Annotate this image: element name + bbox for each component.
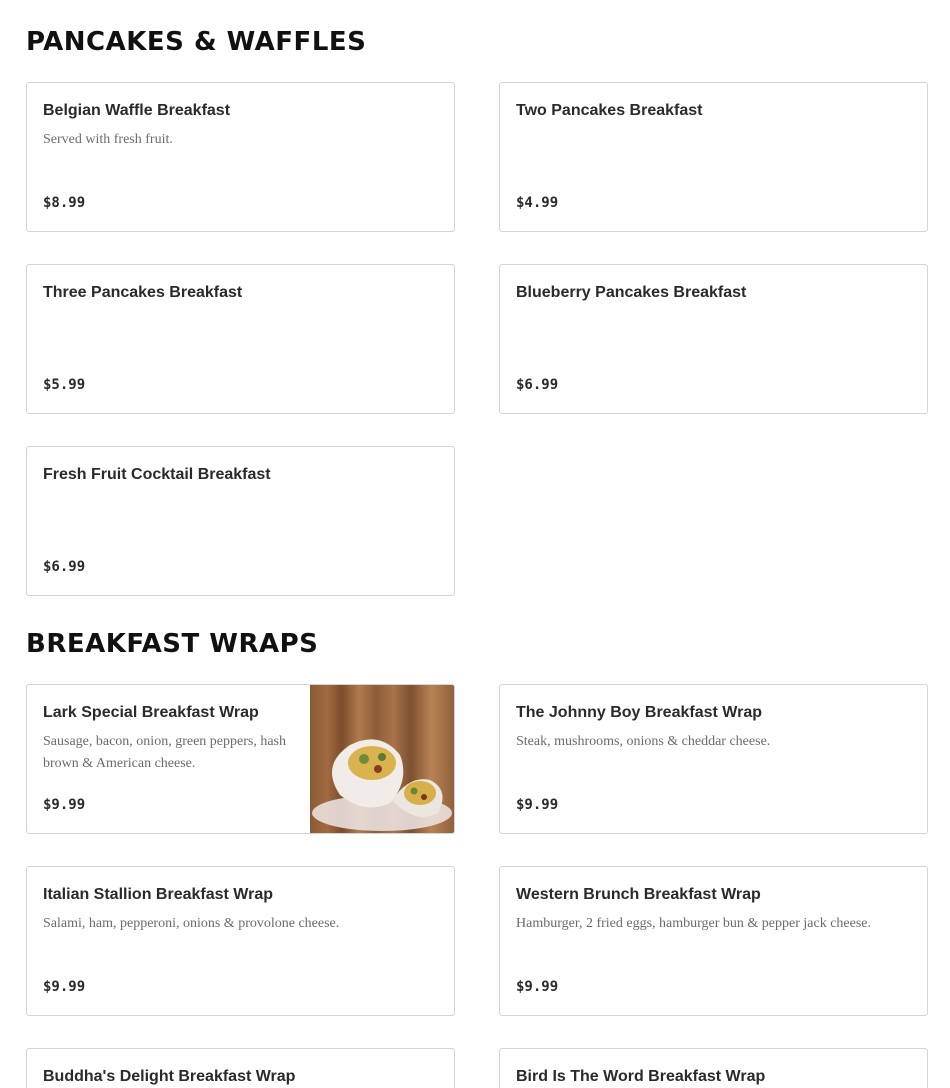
menu-item-card[interactable] [499, 1048, 928, 1088]
menu-item-card[interactable] [26, 684, 455, 834]
menu-item-name: The Johnny Boy Breakfast Wrap [516, 704, 762, 721]
menu-item-description: Salami, ham, pepperoni, onions & provolone cheese. [43, 916, 340, 931]
menu-item-description: Hamburger, 2 fried eggs, hamburger bun & pepper jack cheese. [516, 916, 872, 931]
menu-item-description: Steak, mushrooms, onions & cheddar cheese. [516, 734, 771, 749]
menu-item-card[interactable] [499, 264, 928, 414]
menu-item-card[interactable] [26, 264, 455, 414]
menu-item-card[interactable] [499, 82, 928, 232]
menu-item-name: Fresh Fruit Cocktail Breakfast [43, 466, 271, 483]
menu-item-price: $9.99 [43, 797, 86, 813]
menu-item-price: $9.99 [516, 979, 559, 995]
menu-item-price: $6.99 [43, 559, 86, 575]
menu-item-name: Italian Stallion Breakfast Wrap [43, 886, 273, 903]
menu-item-price: $5.99 [43, 377, 86, 393]
menu-item-card[interactable] [26, 866, 455, 1016]
breakfast-wrap-photo [310, 685, 454, 833]
menu-item-name: Blueberry Pancakes Breakfast [516, 284, 747, 301]
menu-item-description: Served with fresh fruit. [43, 132, 173, 147]
menu-item-name: Belgian Waffle Breakfast [43, 102, 231, 119]
menu-item-card[interactable] [26, 82, 455, 232]
menu-item-name: Western Brunch Breakfast Wrap [516, 886, 761, 903]
menu-item-name: Two Pancakes Breakfast [516, 102, 703, 119]
menu-item-price: $4.99 [516, 195, 559, 211]
menu-item-price: $6.99 [516, 377, 559, 393]
menu-item-price: $9.99 [43, 979, 86, 995]
section-title-breakfast-wraps: BREAKFAST WRAPS [26, 629, 319, 659]
menu-item-price: $8.99 [43, 195, 86, 211]
menu-item-card[interactable] [499, 684, 928, 834]
menu-item-price: $9.99 [516, 797, 559, 813]
menu-item-description: Sausage, bacon, onion, green peppers, hash brown & American cheese. [43, 734, 286, 771]
menu-item-card[interactable] [26, 446, 455, 596]
menu-item-name: Three Pancakes Breakfast [43, 284, 243, 301]
menu-item-card[interactable] [26, 1048, 455, 1088]
menu-item-name: Buddha's Delight Breakfast Wrap [43, 1068, 296, 1085]
menu-item-card[interactable] [499, 866, 928, 1016]
menu-item-name: Bird Is The Word Breakfast Wrap [516, 1068, 766, 1085]
section-title-pancakes-waffles: PANCAKES & WAFFLES [26, 27, 367, 57]
menu-item-name: Lark Special Breakfast Wrap [43, 704, 259, 721]
